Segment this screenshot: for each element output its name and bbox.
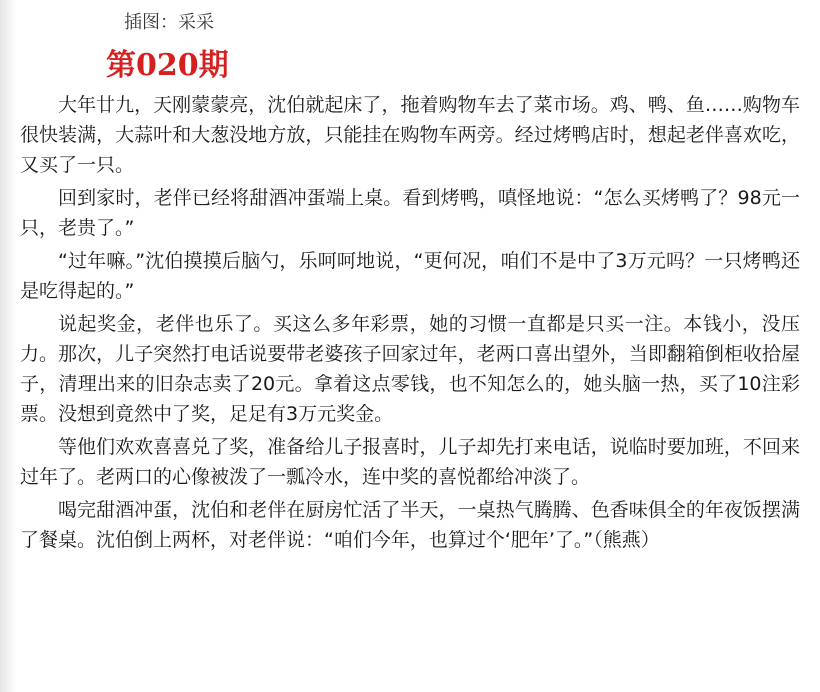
paragraph: 喝完甜酒冲蛋，沈伯和老伴在厨房忙活了半天，一桌热气腾腾、色香味俱全的年夜饭摆满了餐桌。沈伯倒上两杯，对老伴说：“咱们今年，也算过个‘肥年’了。”（熊燕）	[20, 499, 800, 551]
article-body	[20, 90, 800, 558]
issue-title: 第020期	[106, 48, 229, 83]
paragraph: 大年廿九，天刚蒙蒙亮，沈伯就起床了，拖着购物车去了菜市场。鸡、鸭、鱼……购物车很快装满，大蒜叶和大葱没地方放，只能挂在购物车两旁。经过烤鸭店时，想起老伴喜欢吃，又买了一只。	[20, 94, 800, 176]
paragraph: 回到家时，老伴已经将甜酒冲蛋端上桌。看到烤鸭，嗔怪地说：“怎么买烤鸭了？98元一只，老贵了。”	[20, 187, 800, 239]
paragraph: “过年嘛。”沈伯摸摸后脑勺，乐呵呵地说，“更何况，咱们不是中了3万元吗？一只烤鸭还是吃得起的。”	[20, 250, 800, 302]
paragraph: 说起奖金，老伴也乐了。买这么多年彩票，她的习惯一直都是只买一注。本钱小，没压力。那次，儿子突然打电话说要带老婆孩子回家过年，老两口喜出望外，当即翻箱倒柜收拾屋子，清理出来的旧杂志卖了20元。拿着这点零钱，也不知怎么的，她头脑一热，买了10注彩票。没想到竟然中了奖，足足有3万元奖金。	[20, 313, 800, 425]
illustration-credit: 插图：采采	[124, 12, 214, 33]
paragraph: 等他们欢欢喜喜兑了奖，准备给儿子报喜时，儿子却先打来电话，说临时要加班，不回来过年了。老两口的心像被泼了一瓢冷水，连中奖的喜悦都给冲淡了。	[20, 436, 800, 488]
